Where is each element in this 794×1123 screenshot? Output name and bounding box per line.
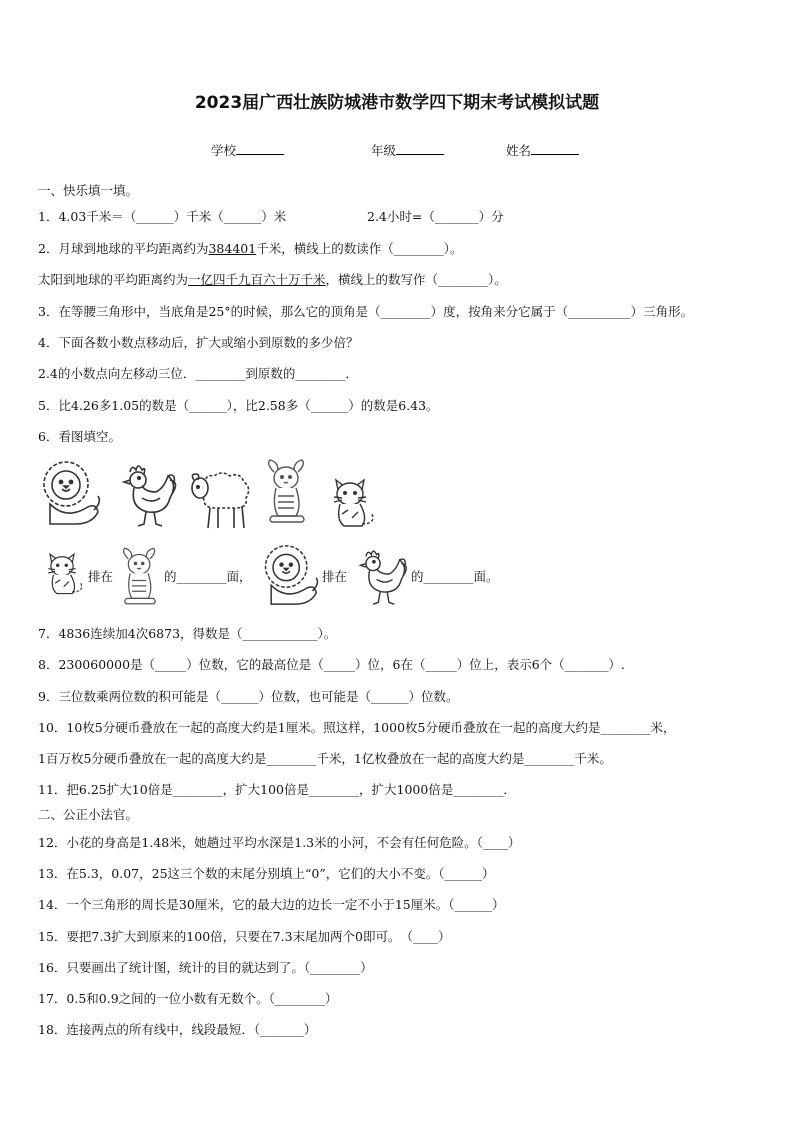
question-1: 1．4.03千米＝（______）千米（______）米 [38, 209, 287, 224]
question-13: 13．在5.3，0.07，25这三个数的末尾分别填上“0”，它们的大小不变。（______） [38, 866, 495, 881]
cat-small-picture [38, 548, 86, 598]
name-blank[interactable] [531, 142, 579, 155]
question-6: 6．看图填空。 [38, 429, 121, 444]
school-blank[interactable] [236, 142, 284, 155]
question-4b: 2.4的小数点向左移动三位．________到原数的________． [38, 366, 358, 381]
q6-text-4: 的________面。 [411, 569, 499, 584]
question-2a [38, 239, 462, 257]
question-12: 12．小花的身高是1.48米，她趟过平均水深是1.3米的小河，不会有任何危险。（____） [38, 835, 521, 850]
dog-picture [258, 456, 316, 526]
question-8: 8．230060000是（_____）位数，它的最高位是（_____）位，6在（_____）位上，表示6个（_______）. [38, 657, 625, 672]
question-4: 4．下面各数小数点移动后，扩大或缩小到原数的多少倍？ [38, 335, 359, 350]
q2a-post: 千米，横线上的数读作（________）。 [256, 241, 463, 256]
question-5: 5．比4.26多1.05的数是（______），比2.58多（______）的数是6.43。 [38, 398, 439, 413]
q6-text-1: 排在 [88, 569, 114, 584]
rooster-small-picture [350, 544, 412, 606]
question-18: 18．连接两点的所有线中，线段最短．（_______） [38, 1022, 317, 1037]
question-7: 7．4836连续加4次6873，得数是（____________）。 [38, 626, 337, 641]
question-15: 15．要把7.3扩大到原来的100倍，只要在7.3末尾加两个0即可。 （____） [38, 929, 451, 944]
question-9: 9．三位数乘两位数的积可能是（______）位数，也可能是（______）位数。 [38, 689, 459, 704]
question-17: 17．0.5和0.9之间的一位小数有无数个。（________） [38, 991, 338, 1006]
question-1b: 2.4小时=（_______）分 [367, 209, 504, 224]
question-3: 3．在等腰三角形中，当底角是25°的时候，那么它的顶角是（________）度，按角来分它属于（__________）三角形。 [38, 304, 694, 319]
q2a-number: 384401 [208, 241, 257, 256]
question-10a: 10．10枚5分硬币叠放在一起的高度大约是1厘米。照这样，1000枚5分硬币叠放在一起的高度大约是________米， [38, 720, 676, 735]
section-1-heading: 一、快乐填一填。 [38, 183, 139, 198]
question-10b: 1百万枚5分硬币叠放在一起的高度大约是________千米，1亿枚叠放在一起的高度大约是________千米。 [38, 751, 612, 766]
question-16: 16．只要画出了统计图，统计的目的就达到了。（________） [38, 960, 373, 975]
name-field [506, 141, 579, 159]
section-2-heading: 二、公正小法官。 [38, 807, 139, 822]
question-14: 14．一个三角形的周长是30厘米，它的最大边的边长一定不小于15厘米。（______） [38, 897, 505, 912]
grade-blank[interactable] [396, 142, 444, 155]
dog-small-picture [114, 544, 166, 608]
q6-text-3: 排在 [322, 569, 348, 584]
question-11: 11．把6.25扩大10倍是________，扩大100倍是________，扩大1000倍是________． [38, 782, 516, 797]
school-label: 学校 [211, 143, 237, 158]
cat-picture [322, 474, 378, 530]
question-2b [38, 270, 507, 288]
rooster-picture [112, 458, 182, 528]
grade-field [371, 141, 444, 159]
school-field [211, 141, 284, 159]
page-title: 2023届广西壮族防城港市数学四下期末考试模拟试题 [194, 93, 600, 113]
q2b-post: ，横线上的数写作（________）。 [325, 272, 507, 287]
name-label: 姓名 [506, 143, 532, 158]
q2a-pre: 2．月球到地球的平均距离约为 [38, 241, 209, 256]
sheep-picture [186, 462, 252, 530]
lion-picture [36, 458, 102, 528]
grade-label: 年级 [371, 143, 397, 158]
q6-text-2: 的________面， [164, 569, 252, 584]
lion-small-picture [258, 542, 320, 608]
q2b-number: 一亿四千九百六十万千米 [188, 272, 326, 287]
q2b-pre: 太阳到地球的平均距离约为 [38, 272, 189, 287]
